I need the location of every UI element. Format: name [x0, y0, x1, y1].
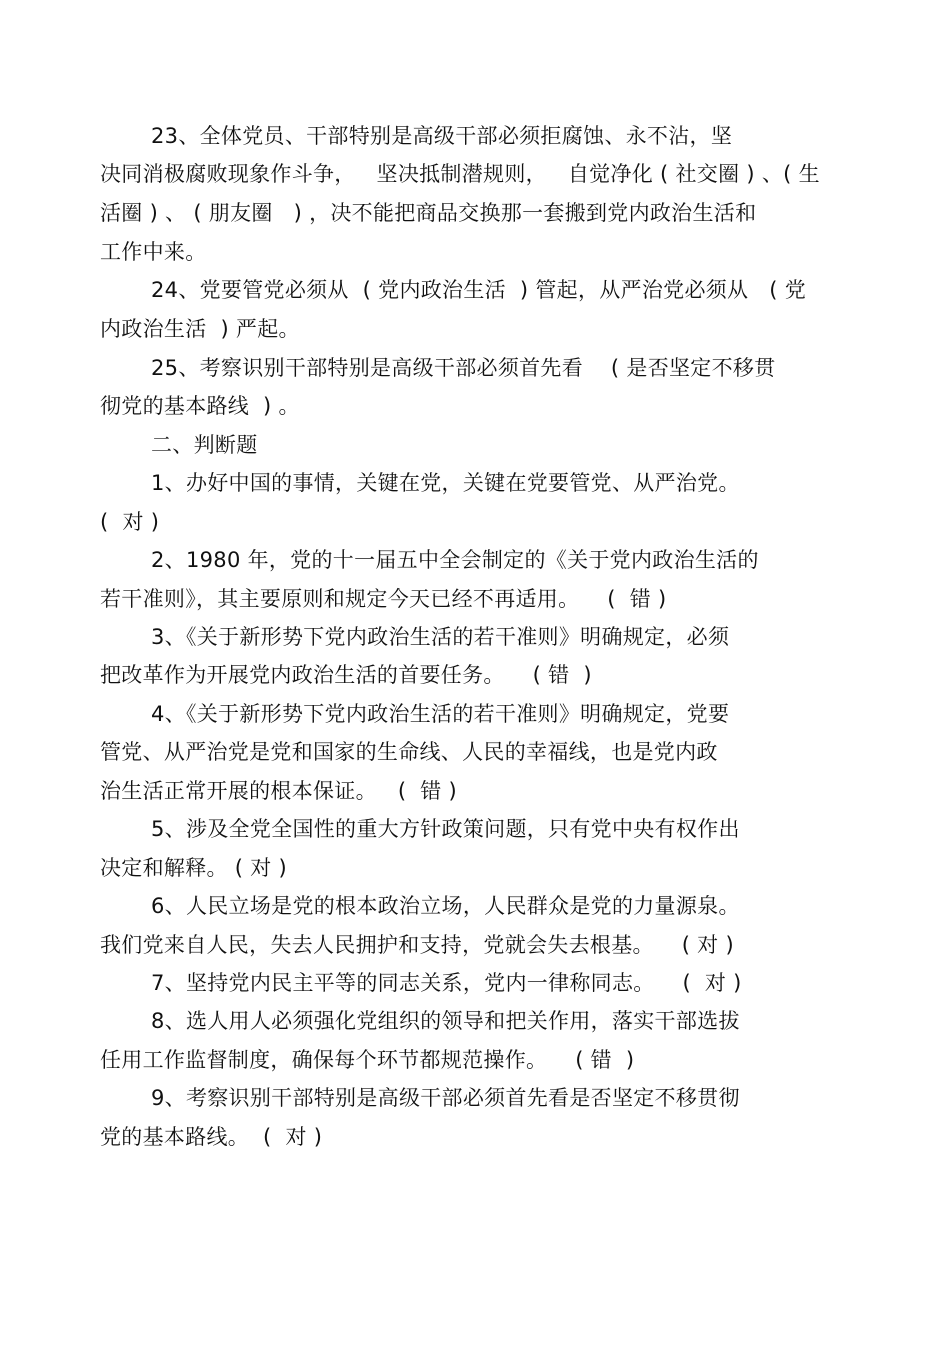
q24-line-1: 24、党要管党必须从 ( 党内政治生活 ) 管起，从严治党必须从 ( 党 [151, 278, 807, 302]
j3-line-1: 3、《关于新形势下党内政治生活的若干准则》明确规定，必须 [151, 625, 730, 649]
j9-line-1: 9、考察识别干部特别是高级干部必须首先看是否坚定不移贯彻 [151, 1086, 740, 1110]
q23-line-4: 工作中来。 [100, 240, 207, 264]
j6-line-1: 6、人民立场是党的根本政治立场，人民群众是党的力量源泉。 [151, 894, 740, 918]
j1-answer: ( 对 ) [100, 510, 160, 534]
j3-line-2: 把改革作为开展党内政治生活的首要任务。 ( 错 ) [100, 663, 592, 687]
q25-line-1: 25、考察识别干部特别是高级干部必须首先看 ( 是否坚定不移贯 [151, 356, 776, 380]
j9-line-2: 党的基本路线。 ( 对 ) [100, 1125, 323, 1149]
q23-line-2: 决同消极腐败现象作斗争， 坚决抵制潜规则， 自觉净化 ( 社交圈 ) 、( 生 [100, 162, 820, 186]
q25-line-2: 彻党的基本路线 ) 。 [100, 394, 300, 418]
j8-line-2: 任用工作监督制度，确保每个环节都规范操作。 ( 错 ) [100, 1048, 635, 1072]
j5-line-2: 决定和解释。 ( 对 ) [100, 856, 288, 880]
j5-line-1: 5、涉及全党全国性的重大方针政策问题，只有党中央有权作出 [151, 817, 740, 841]
q24-line-2: 内政治生活 ) 严起。 [100, 317, 300, 341]
j4-line-1: 4、《关于新形势下党内政治生活的若干准则》明确规定，党要 [151, 702, 730, 726]
j8-line-1: 8、选人用人必须强化党组织的领导和把关作用，落实干部选拔 [151, 1009, 740, 1033]
j4-line-3: 治生活正常开展的根本保证。 ( 错 ) [100, 779, 458, 803]
q23-line-3: 活圈 ) 、 ( 朋友圈 ) ，决不能把商品交换那一套搬到党内政治生活和 [100, 201, 757, 225]
j4-line-2: 管党、从严治党是党和国家的生命线、人民的幸福线，也是党内政 [100, 740, 718, 764]
j6-line-2: 我们党来自人民，失去人民拥护和支持，党就会失去根基。 ( 对 ) [100, 933, 734, 957]
section-heading-judgment: 二、判断题 [151, 433, 258, 457]
j2-line-1: 2、1980 年，党的十一届五中全会制定的《关于党内政治生活的 [151, 548, 759, 572]
j7-line-1: 7、坚持党内民主平等的同志关系，党内一律称同志。 ( 对 ) [151, 971, 742, 995]
j1-line-1: 1、办好中国的事情，关键在党，关键在党要管党、从严治党。 [151, 471, 740, 495]
j2-line-2: 若干准则》，其主要原则和规定今天已经不再适用。 ( 错 ) [100, 587, 667, 611]
q23-line-1: 23、全体党员、干部特别是高级干部必须拒腐蚀、永不沾，坚 [151, 124, 733, 148]
